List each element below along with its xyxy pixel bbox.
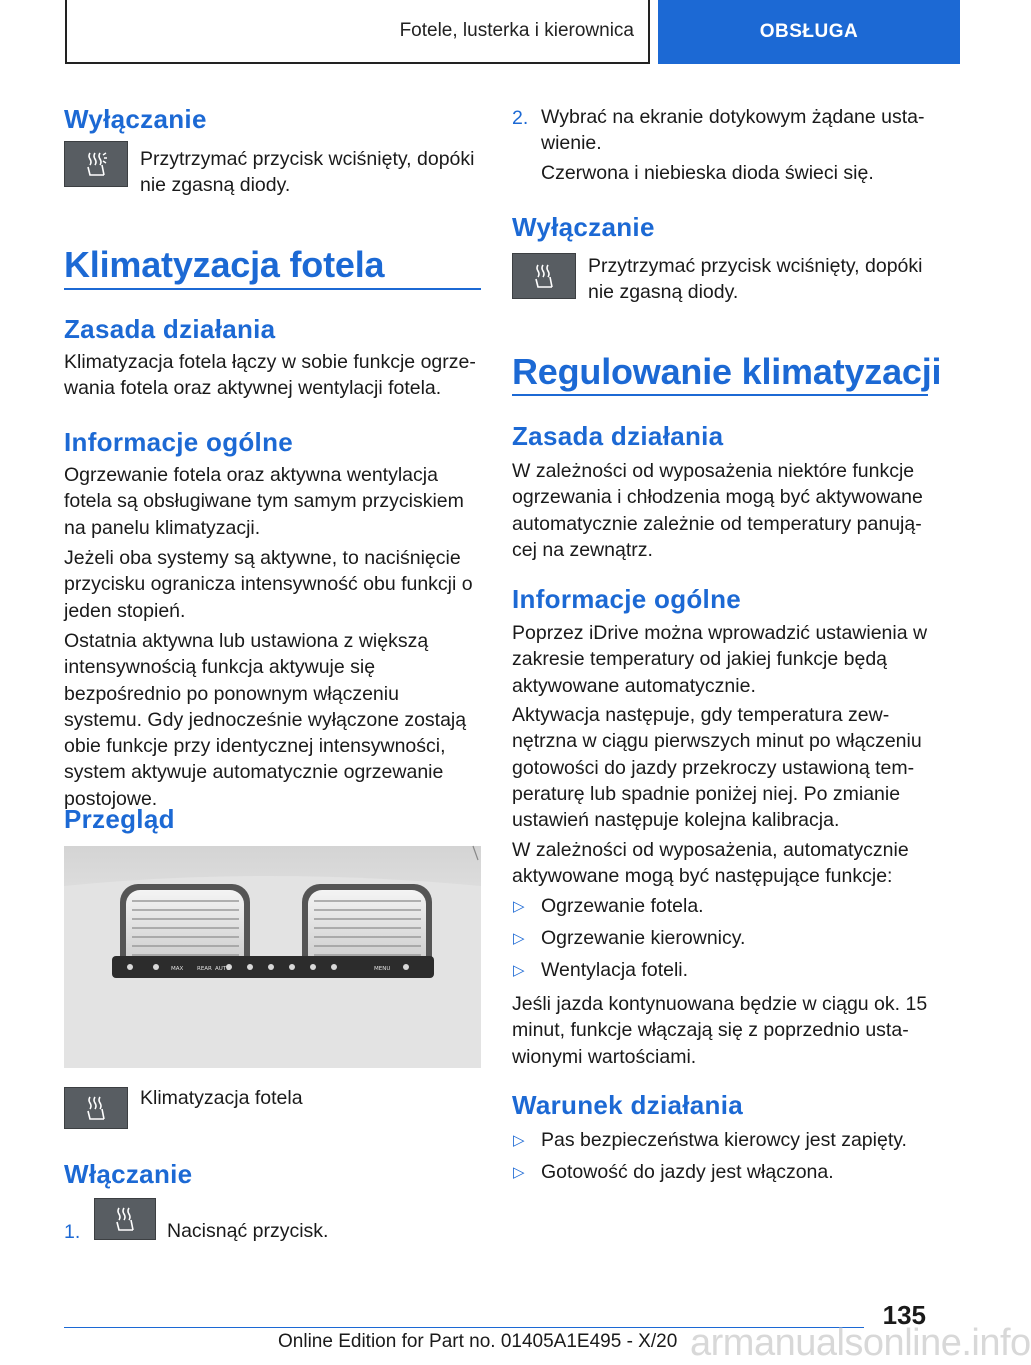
bullet-symbol: ▷: [513, 930, 525, 947]
left-zasada-heading: Zasada działania: [64, 314, 276, 344]
left-info-heading: Informacje ogólne: [64, 427, 294, 457]
right-section-title: Regulowanie klimatyzacji: [512, 351, 942, 392]
edition-text: Online Edition for Part no. 01405A1E495 - X/20: [278, 1331, 678, 1352]
photo-label-rear: REAR: [197, 966, 212, 972]
header-box: [65, 0, 650, 64]
watermark: armanualsonline.info: [690, 1322, 1031, 1364]
step2-subtext: Czerwona i niebieska dioda świeci się.: [541, 162, 874, 184]
list-item: Wentylacja foteli.: [541, 959, 689, 981]
right-wylaczanie-text: Przytrzymać przycisk wciśnięty, dopóki nie zgasną diody.: [588, 255, 923, 304]
seat-climate-icon: [64, 1087, 128, 1129]
left-przeglad-heading: Przegląd: [64, 804, 175, 834]
photo-label-max: MAX: [171, 966, 184, 972]
photo-label-menu: MENU: [374, 966, 391, 972]
left-section-rule: [64, 288, 481, 290]
left-info-p3: Ostatnia aktywna lub ustawiona z większą intensywnością funkcja aktywuje się bezpośrednio po ponownym włączeniu systemu. Gdy jednocześnie wyłączone zostają obie funkcje przy identycznej intensywności, system aktywuje automatycznie ogrzewanie postojowe.: [64, 630, 467, 810]
left-zasada-text: Klimatyzacja fotela łączy w sobie funkcje ogrzewania fotela oraz aktywnej wentylacji fotela.: [64, 351, 476, 400]
right-wylaczanie-heading: Wyłączanie: [512, 212, 655, 242]
left-wlaczanie-heading: Włączanie: [64, 1159, 193, 1189]
right-info-p1: Poprzez iDrive można wprowadzić ustawienia w zakresie temperatury od jakiej funkcje będą aktywowane automatycznie.: [512, 622, 928, 697]
seat-climate-icon: [94, 1198, 156, 1240]
right-info-p3: W zależności od wyposażenia, automatycznie aktywowane mogą być następujące funkcje:: [512, 839, 909, 888]
seat-climate-icon: [64, 141, 128, 187]
left-section-title: Klimatyzacja fotela: [64, 244, 385, 285]
right-info-p2: Aktywacja następuje, gdy temperatura zewnętrzna w ciągu pierwszych minut po włączeniu gotowości do jazdy przekroczy ustawioną temperaturę lub spadnie poniżej niej. Po zmianie ustawień następuje kolejna kalibracja.: [512, 704, 922, 832]
left-wylaczanie-text: Przytrzymać przycisk wciśnięty, dopóki nie zgasną diody.: [140, 148, 475, 197]
photo-label-auto: AUTO: [215, 966, 231, 972]
bullet-symbol: ▷: [513, 1132, 525, 1149]
step1-number: 1.: [64, 1221, 81, 1243]
left-info-p2: Jeżeli oba systemy są aktywne, to naciśnięcie przycisku ogranicza intensywność obu funkcji o jeden stopień.: [64, 547, 473, 622]
step2-number: 2.: [512, 107, 529, 129]
list-item: Gotowość do jazdy jest włączona.: [541, 1161, 834, 1183]
warunek-heading: Warunek działania: [512, 1090, 743, 1120]
section-tab[interactable]: OBSŁUGA: [658, 0, 960, 64]
right-info-p4: Jeśli jazda kontynuowana będzie w ciągu ok. 15 minut, funkcje włączają się z poprzednio ustawionymi wartościami.: [512, 993, 928, 1068]
page-number: 135: [882, 1300, 926, 1330]
seat-climate-icon: [512, 253, 576, 299]
list-item: Ogrzewanie kierownicy.: [541, 927, 746, 949]
list-item: Ogrzewanie fotela.: [541, 895, 704, 917]
step1-text: Nacisnąć przycisk.: [167, 1220, 329, 1242]
bullet-symbol: ▷: [513, 1164, 525, 1181]
step2-text: Wybrać na ekranie dotykowym żądane ustawienie.: [541, 106, 925, 155]
right-section-rule: [512, 394, 928, 396]
bullet-symbol: ▷: [513, 898, 525, 915]
icon-caption: Klimatyzacja fotela: [140, 1087, 303, 1109]
right-zasada-heading: Zasada działania: [512, 421, 724, 451]
list-item: Pas bezpieczeństwa kierowcy jest zapięty.: [541, 1129, 907, 1151]
left-wylaczanie-heading: Wyłączanie: [64, 104, 207, 134]
bullet-symbol: ▷: [513, 962, 525, 979]
climate-panel-photo: [64, 846, 481, 1068]
right-zasada-text: W zależności od wyposażenia niektóre funkcje ogrzewania i chłodzenia mogą być aktywowane automatycznie zależnie od temperatury panującej na zewnątrz.: [512, 460, 923, 561]
right-info-heading: Informacje ogólne: [512, 584, 742, 614]
chapter-title: Fotele, lusterka i kierownica: [399, 20, 634, 41]
left-info-p1: Ogrzewanie fotela oraz aktywna wentylacja fotela są obsługiwane tym samym przyciskiem na panelu klimatyzacji.: [64, 464, 464, 539]
